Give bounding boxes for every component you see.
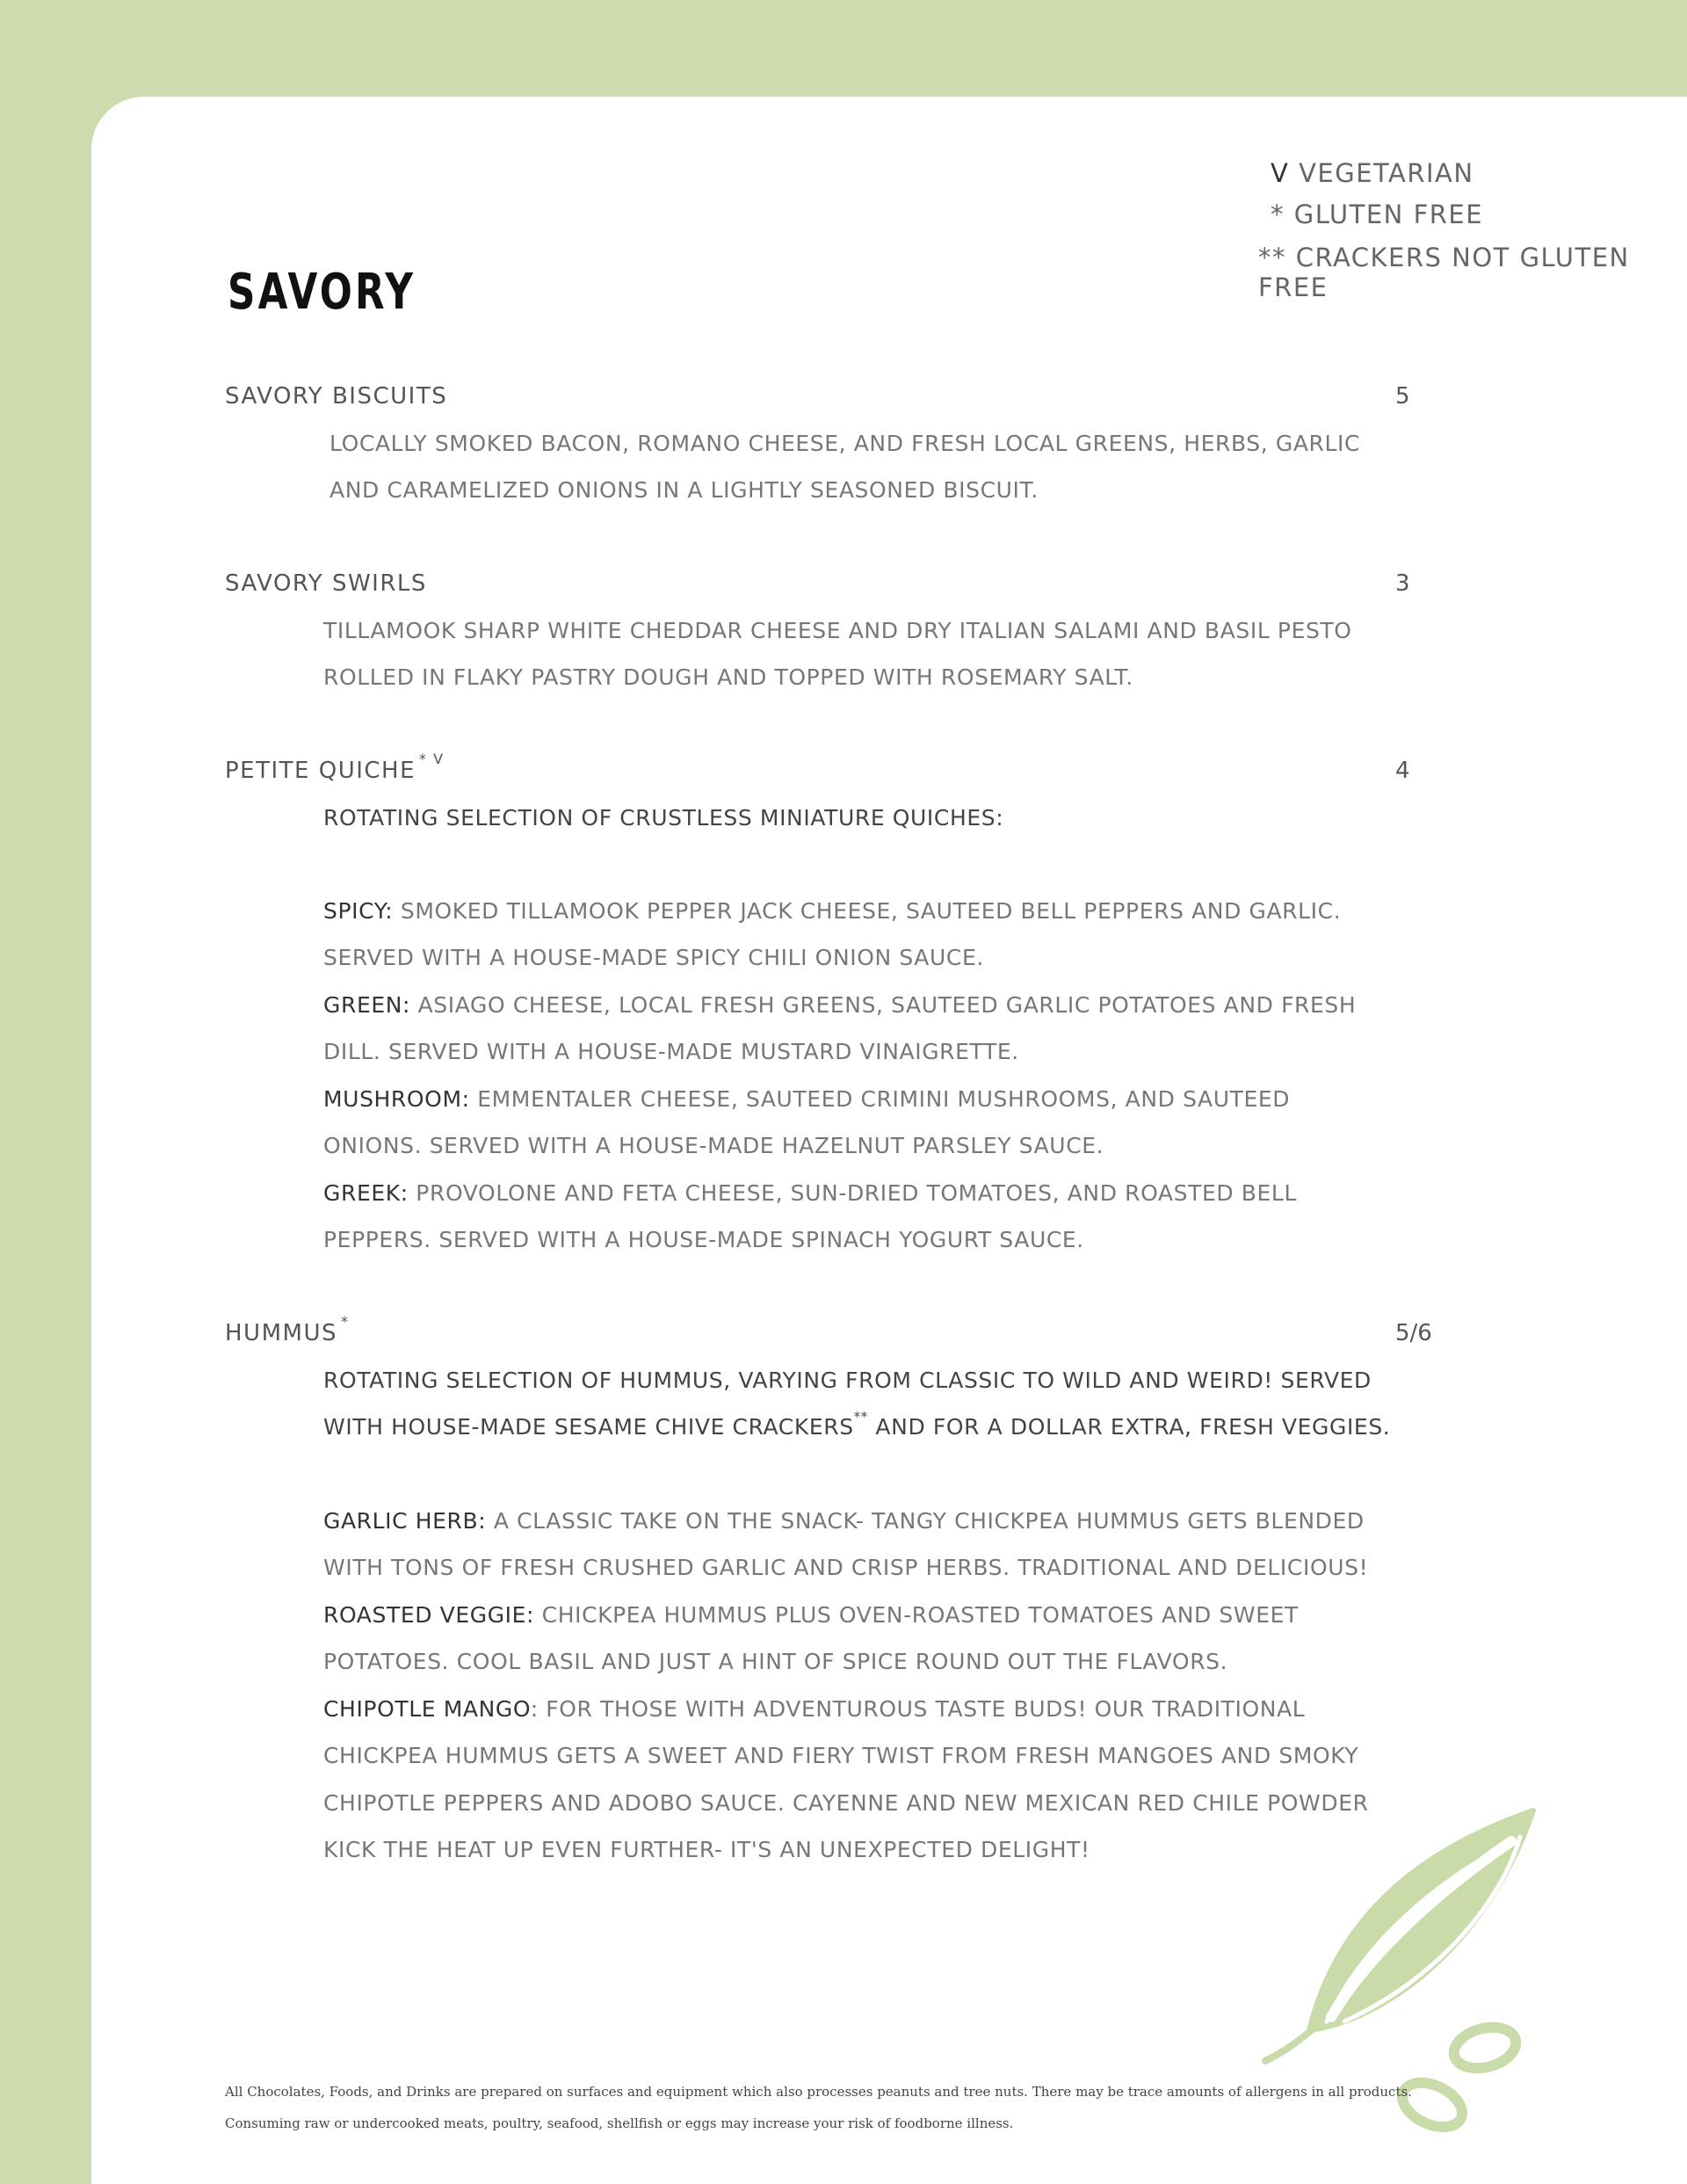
- item-description-line: CHIPOTLE PEPPERS AND ADOBO SAUCE. CAYENNE AND NEW MEXICAN RED CHILE POWDER: [323, 1790, 1369, 1816]
- item-name-savory-biscuits: SAVORY BISCUITS: [225, 383, 448, 410]
- item-description-line: WITH TONS OF FRESH CRUSHED GARLIC AND CRISP HERBS. TRADITIONAL AND DELICIOUS!: [323, 1555, 1369, 1580]
- item-description-line: ONIONS. SERVED WITH A HOUSE-MADE HAZELNUT PARSLEY SAUCE.: [323, 1133, 1104, 1158]
- variant-garlic-herb: GARLIC HERB: A CLASSIC TAKE ON THE SNACK- TANGY CHICKPEA HUMMUS GETS BLENDED: [323, 1508, 1365, 1534]
- food-safety-notice: Consuming raw or undercooked meats, poultry, seafood, shellfish or eggs may increase your risk of foodborne illness.: [225, 2115, 1014, 2131]
- item-description-line: PEPPERS. SERVED WITH A HOUSE-MADE SPINACH YOGURT SAUCE.: [323, 1227, 1084, 1252]
- item-name-petite-quiche: PETITE QUICHE $^{* V}$: [225, 751, 445, 784]
- item-description-line: SERVED WITH A HOUSE-MADE SPICY CHILI ONION SAUCE.: [323, 945, 984, 970]
- item-price-savory-swirls: 3: [1395, 570, 1410, 597]
- variant-roasted-veggie: ROASTED VEGGIE: CHICKPEA HUMMUS PLUS OVEN-ROASTED TOMATOES AND SWEET: [323, 1602, 1299, 1628]
- variant-chipotle-mango: CHIPOTLE MANGO: FOR THOSE WITH ADVENTUROUS TASTE BUDS! OUR TRADITIONAL: [323, 1696, 1306, 1722]
- section-title: SAVORY: [228, 264, 416, 321]
- variant-spicy: SPICY: SMOKED TILLAMOOK PEPPER JACK CHEESE, SAUTEED BELL PEPPERS AND GARLIC.: [323, 898, 1342, 924]
- allergen-notice: All Chocolates, Foods, and Drinks are prepared on surfaces and equipment which also processes peanuts and tree nuts. There may be trace amounts of allergens in all products.: [225, 2084, 1412, 2100]
- item-price-savory-biscuits: 5: [1395, 383, 1410, 410]
- item-name-hummus: HUMMUS *: [225, 1313, 350, 1346]
- variant-green: GREEN: ASIAGO CHEESE, LOCAL FRESH GREENS, SAUTEED GARLIC POTATOES AND FRESH: [323, 992, 1357, 1018]
- item-description-line: TILLAMOOK SHARP WHITE CHEDDAR CHEESE AND DRY ITALIAN SALAMI AND BASIL PESTO: [323, 618, 1352, 643]
- item-description-line: CHICKPEA HUMMUS GETS A SWEET AND FIERY TWIST FROM FRESH MANGOES AND SMOKY: [323, 1743, 1359, 1768]
- item-intro: ROTATING SELECTION OF CRUSTLESS MINIATURE QUICHES:: [323, 805, 1004, 831]
- item-description-line: LOCALLY SMOKED BACON, ROMANO CHEESE, AND FRESH LOCAL GREENS, HERBS, GARLIC: [329, 431, 1361, 456]
- item-description-line: POTATOES. COOL BASIL AND JUST A HINT OF SPICE ROUND OUT THE FLAVORS.: [323, 1649, 1228, 1674]
- variant-greek: GREEK: PROVOLONE AND FETA CHEESE, SUN-DRIED TOMATOES, AND ROASTED BELL: [323, 1180, 1297, 1206]
- item-price-hummus: 5/6: [1395, 1320, 1432, 1346]
- legend-vegetarian: V VEGETARIAN: [1271, 158, 1474, 188]
- dietary-marks: * V: [419, 751, 445, 767]
- item-description-line: DILL. SERVED WITH A HOUSE-MADE MUSTARD VINAIGRETTE.: [323, 1039, 1019, 1064]
- item-description-line: AND CARAMELIZED ONIONS IN A LIGHTLY SEASONED BISCUIT.: [329, 477, 1039, 503]
- variant-mushroom: MUSHROOM: EMMENTALER CHEESE, SAUTEED CRIMINI MUSHROOMS, AND SAUTEED: [323, 1086, 1291, 1112]
- item-name-savory-swirls: SAVORY SWIRLS: [225, 570, 427, 597]
- legend-crackers: ** CRACKERS NOT GLUTEN FREE: [1258, 243, 1630, 302]
- leaf-icon: [1248, 1802, 1546, 2153]
- item-intro: WITH HOUSE-MADE SESAME CHIVE CRACKERS** AND FOR A DOLLAR EXTRA, FRESH VEGGIES.: [323, 1409, 1391, 1440]
- item-intro: ROTATING SELECTION OF HUMMUS, VARYING FROM CLASSIC TO WILD AND WEIRD! SERVED: [323, 1368, 1372, 1393]
- legend-gluten-free: * GLUTEN FREE: [1271, 200, 1484, 229]
- item-description-line: KICK THE HEAT UP EVEN FURTHER- IT'S AN UNEXPECTED DELIGHT!: [323, 1837, 1090, 1862]
- dietary-marks: *: [340, 1313, 350, 1330]
- item-description-line: ROLLED IN FLAKY PASTRY DOUGH AND TOPPED WITH ROSEMARY SALT.: [323, 664, 1133, 690]
- item-price-petite-quiche: 4: [1395, 758, 1410, 784]
